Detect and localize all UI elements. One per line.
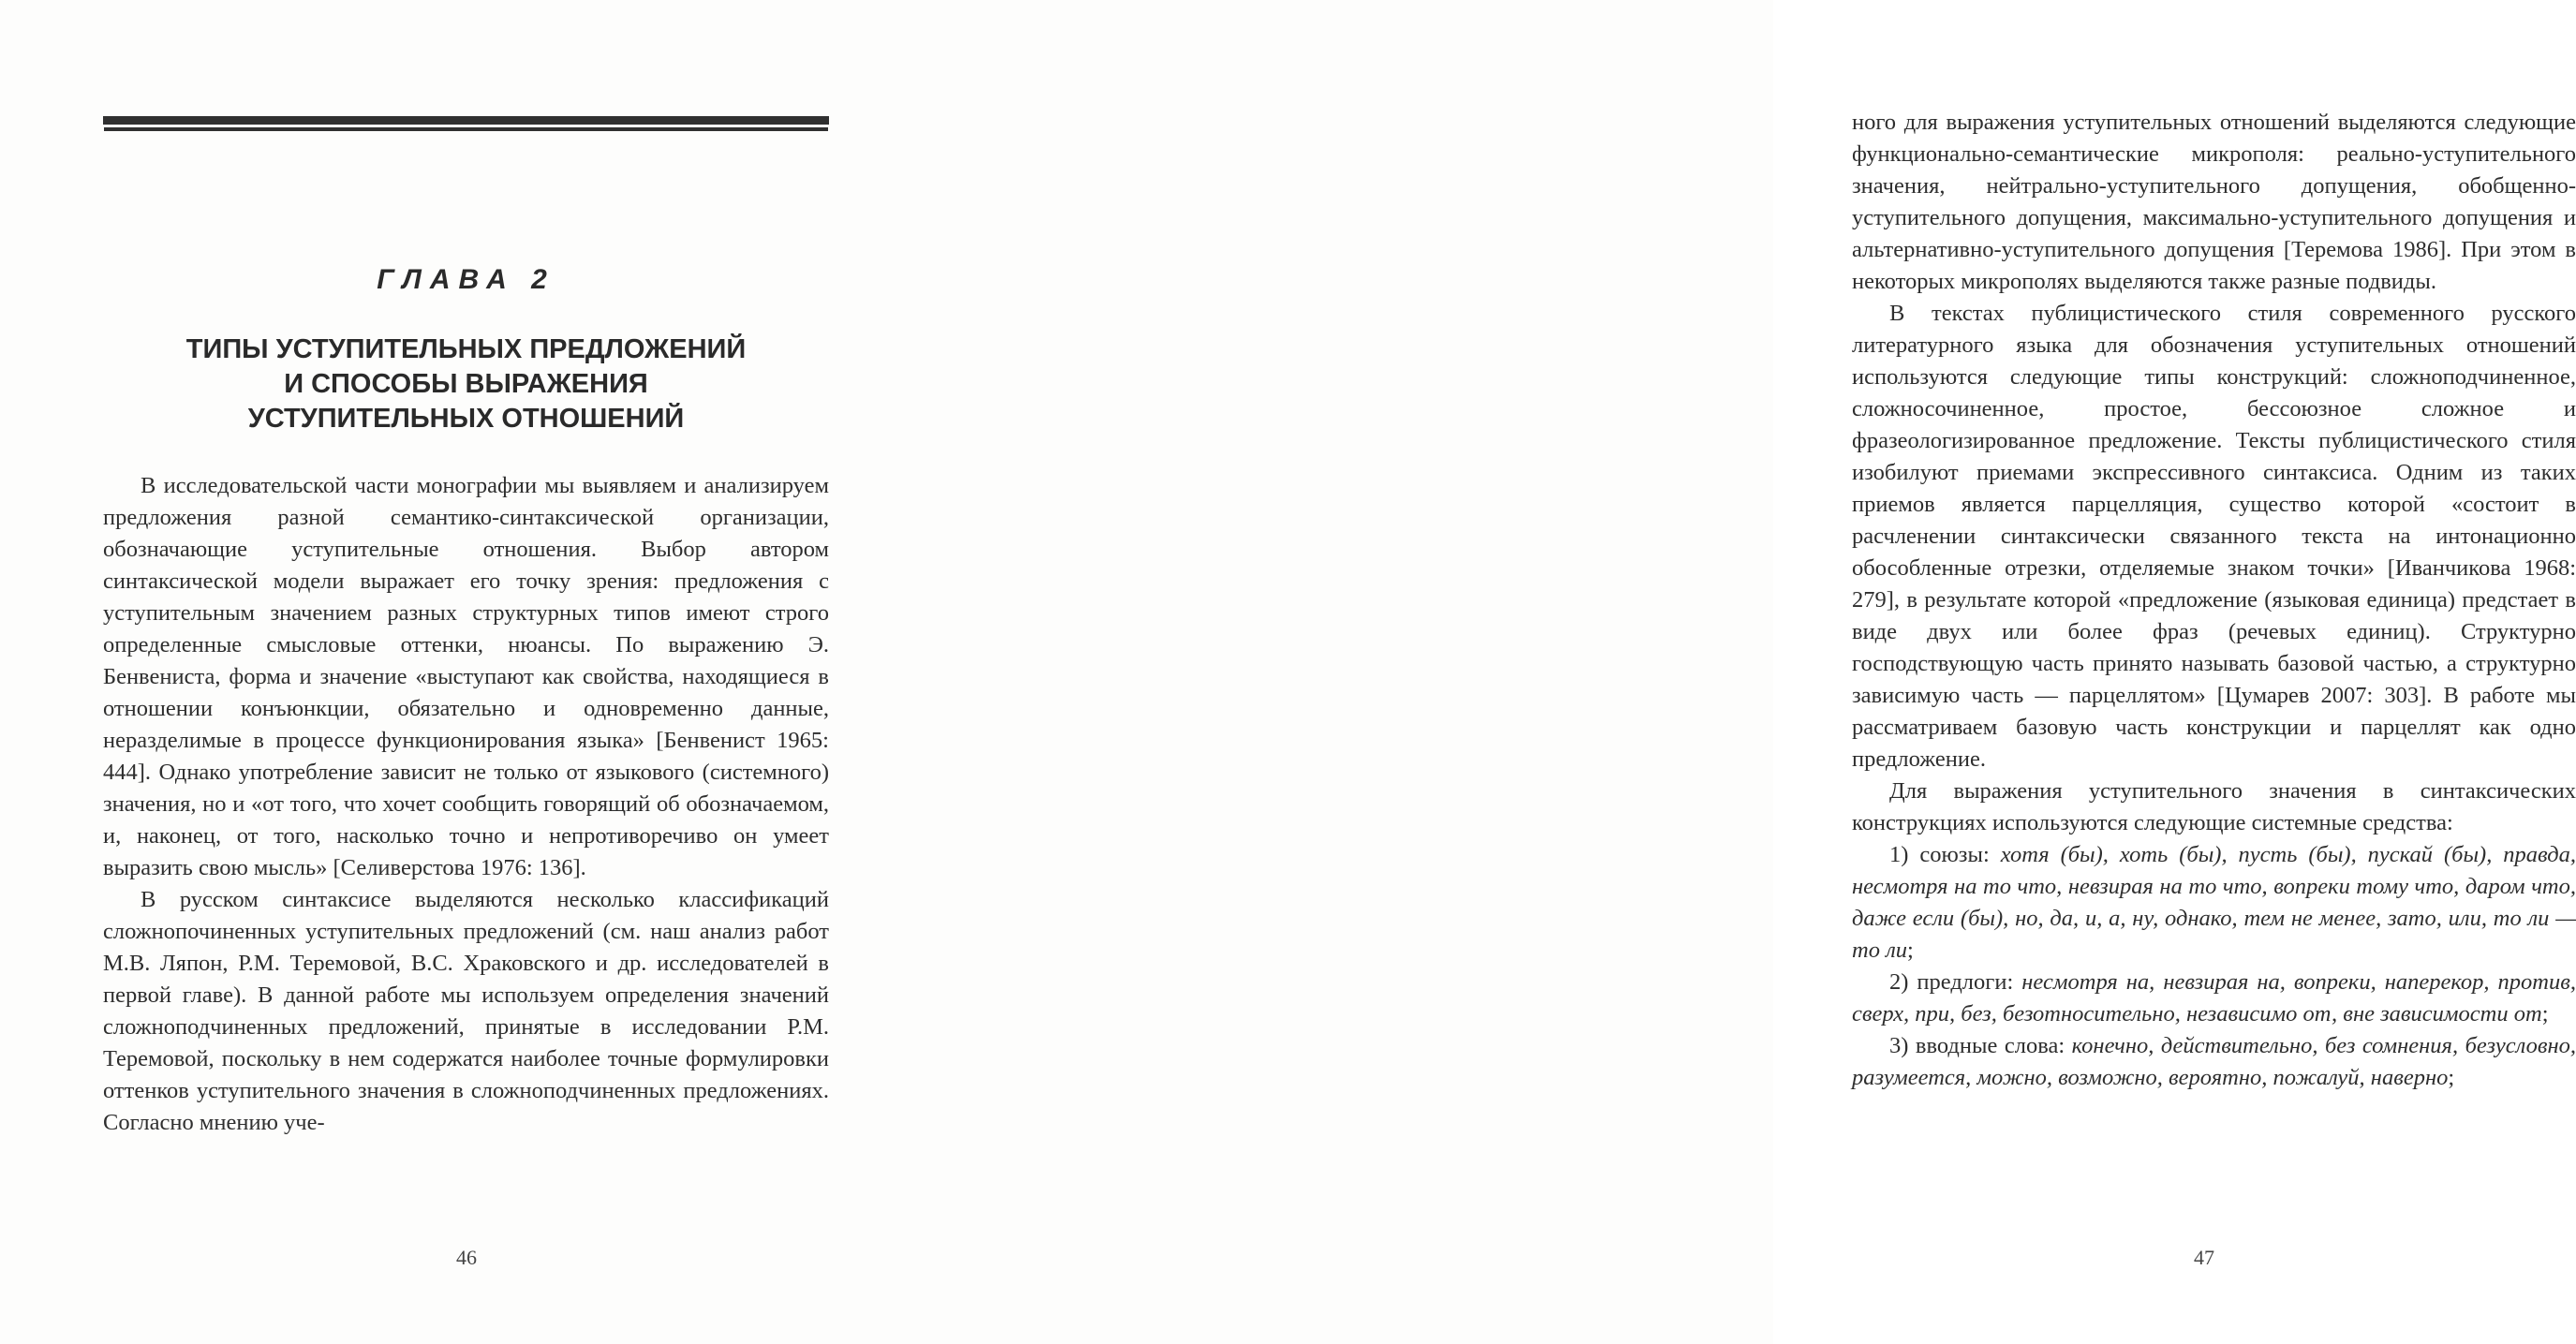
list-item-label: 3) вводные слова:: [1889, 1033, 2072, 1058]
list-item-end: ;: [2448, 1065, 2455, 1090]
page-number: 47: [2194, 1246, 2214, 1269]
list-item-label: 2) предлоги:: [1889, 969, 2022, 995]
paragraph: ного для выражения уступительных отношений выделяются следующие функционально-семантические микрополя: реально-уступительного значения, нейтрально-уступительного допущения, обобщенно-уступительного допущения, максимально-уступительного допущения и альтернативно-уступительного допущения [Теремова 1986]. При этом в некоторых микрополях выделяются также разные подвиды.: [1852, 110, 2576, 294]
left-page: [0, 0, 886, 1344]
right-page: [886, 0, 2576, 1344]
list-item-examples: конечно, действительно, без сомнения, безусловно, разумеется, можно, возможно, вероятно, пожалуй, наверно: [1852, 1033, 2576, 1090]
list-item: [1852, 1030, 2576, 1094]
list-item: [1852, 839, 2576, 967]
chapter-top-rule: [103, 116, 829, 127]
left-body-text: [103, 470, 829, 1139]
list-item-end: ;: [1907, 938, 1914, 963]
chapter-title-line: ТИПЫ УСТУПИТЕЛЬНЫХ ПРЕДЛОЖЕНИЙ: [185, 334, 747, 364]
page-number: 46: [456, 1246, 477, 1269]
chapter-label: ГЛАВА 2: [377, 264, 555, 295]
right-body-text: [1852, 107, 2576, 1094]
list-item-examples: несмотря на, невзирая на, вопреки, наперекор, против, сверх, при, без, безотносительно, независимо от, вне зависимости от: [1852, 969, 2576, 1026]
list-item-examples: хотя (бы), хоть (бы), пусть (бы), пускай (бы), правда, несмотря на то что, невзирая на то что, вопреки тому что, даром что, даже если (бы), но, да, и, а, ну, однако, тем не менее, зато, или, то ли — то ли: [1852, 842, 2576, 963]
chapter-title-line: УСТУПИТЕЛЬНЫХ ОТНОШЕНИЙ: [247, 404, 685, 434]
paragraph: Для выражения уступительного значения в синтаксических конструкциях используются следующие системные средства:: [1852, 778, 2576, 835]
chapter-title: [103, 332, 829, 436]
paragraph: В текстах публицистического стиля современного русского литературного языка для обозначения уступительных отношений используются следующие типы конструкций: сложноподчиненное, сложносочиненное, простое, бессоюзное сложное и фразеологизированное предложение. Тексты публицистического стиля изобилуют приемами экспрессивного синтаксиса. Одним из таких приемов является парцелляция, существо которой «состоит в расчленении синтаксически связанного текста на интонационно обособленные отрезки, отделяемые знаком точки» [Иванчикова 1968: 279], в результате которой «предложение (языковая единица) предстает в виде двух или более фраз (речевых единиц). Структурно господствующую часть принято называть базовой частью, а структурно зависимую часть — парцеллятом» [Цумарев 2007: 303]. В работе мы рассматриваем базовую часть конструкции и парцеллят как одно предложение.: [1852, 301, 2576, 772]
list-item: [1852, 967, 2576, 1030]
list-item-end: ;: [2541, 1001, 2549, 1026]
paragraph: В исследовательской части монографии мы выявляем и анализируем предложения разной семантико-синтаксической организации, обозначающие уступительные отношения. Выбор автором синтаксической модели выражает его точку зрения: предложения с уступительным значением разных структурных типов имеют строго определенные смысловые оттенки, нюансы. По выражению Э. Бенвениста, форма и значение «выступают как свойства, находящиеся в отношении конъюнкции, обязательно и одновременно данные, неразделимые в процессе функционирования языка» [Бенвенист 1965: 444]. Однако употребление зависит не только от языкового (системного) значения, но и «от того, что хочет сообщить говорящий об обозначаемом, и, наконец, от того, насколько точно и непротиворечиво он умеет выразить свою мысль» [Селиверстова 1976: 136].: [103, 473, 829, 880]
list-item-label: 1) союзы:: [1889, 842, 2001, 867]
paragraph: В русском синтаксисе выделяются несколько классификаций сложнопочиненных уступительных предложений (см. наш анализ работ М.В. Ляпон, Р.М. Теремовой, В.С. Храковского и др. исследователей в первой главе). В данной работе мы используем определения значений сложноподчиненных предложений, принятые в исследовании Р.М. Теремовой, поскольку в нем содержатся наиболее точные формулировки оттенков уступительного значения в сложноподчиненных предложениях. Согласно мнению уче-: [103, 887, 829, 1135]
chapter-title-line: И СПОСОБЫ ВЫРАЖЕНИЯ: [284, 369, 648, 399]
